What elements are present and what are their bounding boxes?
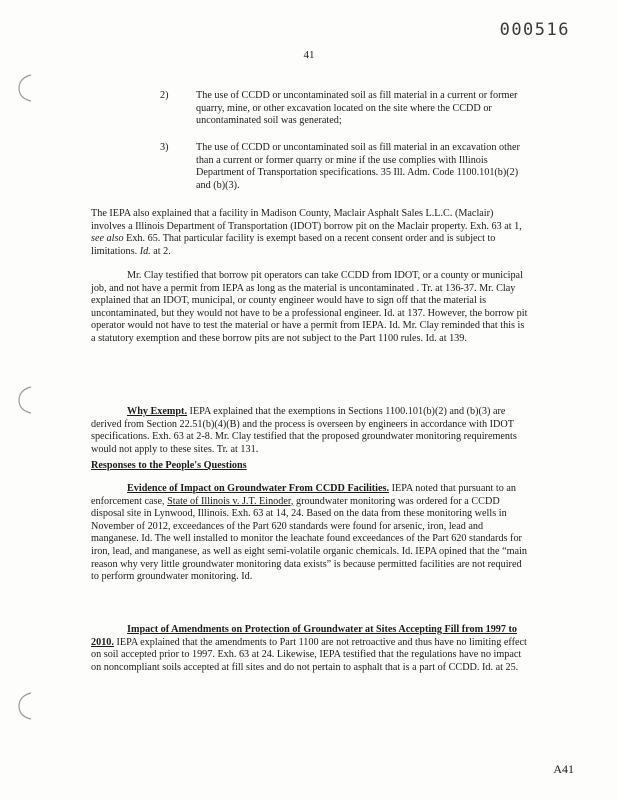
- paragraph-why-exempt: [91, 406, 528, 456]
- punch-hole-bottom: [18, 692, 32, 720]
- list-item-number: 2): [160, 90, 169, 101]
- paragraph-groundwater-evidence: [91, 483, 528, 584]
- para1-italic-id: Id.: [139, 245, 151, 257]
- amendments-heading: Impact of Amendments on Protection of Groundwater at Sites Accepting Fill from 1997 to 2010.: [91, 624, 518, 648]
- case-name: State of Illinois v. J.T. Einoder,: [167, 495, 294, 507]
- para1-text-a: The IEPA also explained that a facility in Madison County, Maclair Asphalt Sales L.L.C. (Maclair) involves a Illinois Department of Transportation (IDOT) borrow pit on the Maclair property. Exh. 63 at 1,: [91, 208, 522, 232]
- footer-page-label: A41: [553, 762, 574, 776]
- punch-hole-middle: [18, 386, 32, 414]
- list-item-text: The use of CCDD or uncontaminated soil as fill material in a current or former quarry, mine, or other excavation located on the site where the CCDD or uncontaminated soil was generated;: [196, 90, 518, 127]
- para1-text-e: at 2.: [150, 245, 171, 257]
- responses-heading: Responses to the People's Questions: [91, 460, 247, 471]
- evidence-heading: Evidence of Impact on Groundwater From CCDD Facilities.: [127, 483, 390, 494]
- para3-text: IEPA explained that the exemptions in Sections 1100.101(b)(2) and (b)(3) are derived from Section 22.51(b)(4)(B) and the process is overseen by engineers in accordance with IDOT specifications. Exh. 63 at 2-8. Mr. Clay testified that the proposed groundwater monitoring requirements would not apply to these sites. Tr. at 131.: [91, 406, 517, 455]
- paragraph-amendments-impact: [91, 624, 528, 674]
- why-exempt-heading: Why Exempt.: [127, 406, 187, 417]
- paragraph-clay-testimony: [91, 270, 528, 346]
- bates-stamp: 000516: [499, 20, 570, 40]
- para5-text: IEPA explained that the amendments to Part 1100 are not retroactive and thus have no limiting effect on soil accepted prior to 1997. Exh. 63 at 24. Likewise, IEPA testified that the regulations have no impact on noncompliant soils accepted at fill sites and do not pertain to asphalt that is a part of CCDD. Id. at 25.: [91, 636, 527, 673]
- page-number: 41: [303, 49, 315, 61]
- para2-text: Mr. Clay testified that borrow pit operators can take CCDD from IDOT, or a county or municipal job, and not have a permit from IEPA as long as the material is uncontaminated . Tr. at 136-37. Mr. Clay explained that an IDOT, municipal, or county engineer would have to sign off that the material is uncontaminated, but they would not have to be a professional engineer. Id. at 137. However, the borrow pit operator would not have to test the material or have a permit from IEPA. Id. Mr. Clay reminded that this is a statutory exemption and these borrow pits are not subject to the Part 1100 rules. Id. at 139.: [91, 270, 528, 344]
- paragraph-maclair: [91, 208, 528, 258]
- para4-text-b: groundwater monitoring was ordered for a CCDD disposal site in Lynwood, Illinois. Exh. 63 at 14, 24. Based on the data from these monitoring wells in November of 2012, exceedances of the Part 620 standards were found for arsenic, iron, lead and manganese. Id. The well installed to monitor the leachate found exceedances of the Part 620 standards for iron, lead, and manganese, as well as eight semi-volatile organic chemicals. Id. IEPA opined that the “main reason why very little groundwater monitoring data exists” is because permitted facilities are not required to perform groundwater monitoring. Id.: [91, 495, 527, 583]
- list-item-number: 3): [160, 142, 169, 153]
- list-item-text: The use of CCDD or uncontaminated soil as fill material in an excavation other than a current or former quarry or mine if the use complies with Illinois Department of Transportation specifications. 35 Ill. Adm. Code 1100.101(b)(2) and (b)(3).: [196, 142, 520, 191]
- para1-italic-see-also: see also: [91, 233, 124, 245]
- para1-text-c: Exh. 65. That particular facility is exempt based on a recent consent order and is subject to limitations.: [91, 233, 496, 257]
- punch-hole-top: [18, 74, 32, 102]
- para4-text-a: IEPA noted that pursuant to an enforcement case,: [91, 483, 516, 507]
- section-heading: [91, 460, 528, 473]
